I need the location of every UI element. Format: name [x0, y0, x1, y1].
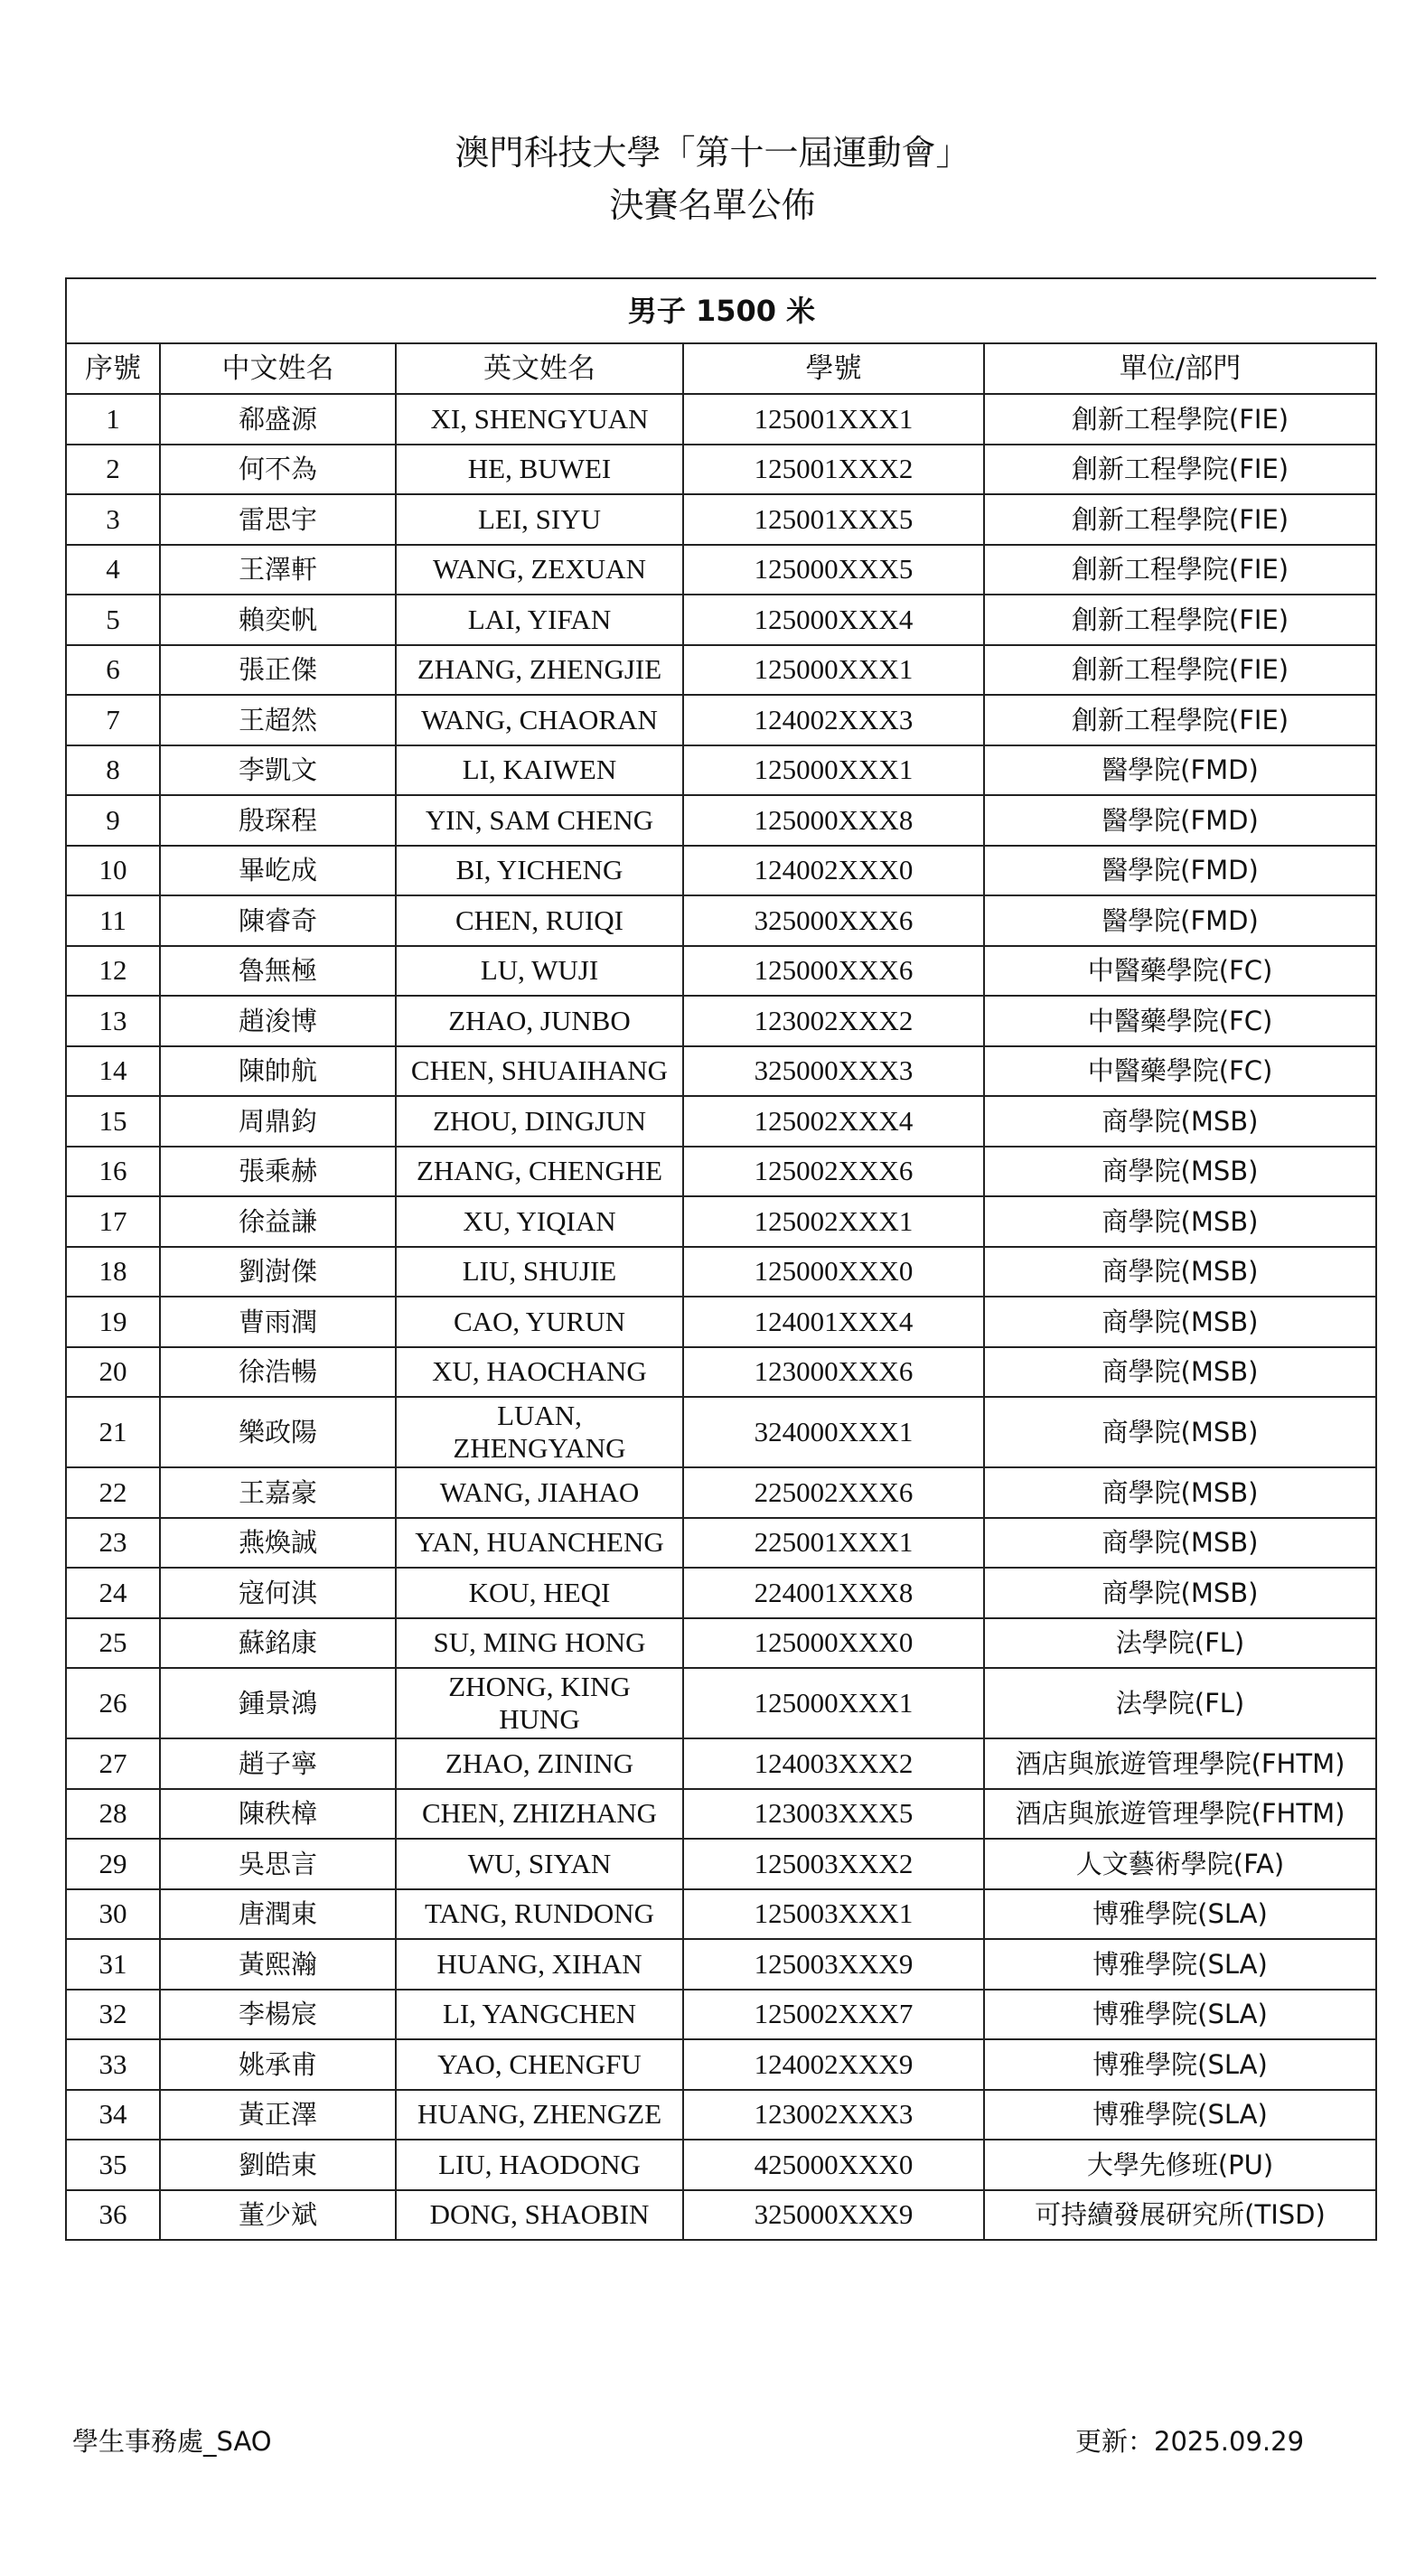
cell-unit: 中醫藥學院(FC) — [984, 946, 1376, 997]
cell-unit: 商學院(MSB) — [984, 1347, 1376, 1398]
cell-english-name: XU, YIQIAN — [396, 1196, 683, 1247]
english-name-line: HUNG — [499, 1703, 580, 1735]
cell-student-id: 125001XXX2 — [683, 445, 984, 495]
cell-student-id: 125001XXX5 — [683, 494, 984, 545]
cell-chinese-name: 張乘赫 — [160, 1147, 396, 1197]
cell-english-name: XI, SHENGYUAN — [396, 394, 683, 445]
cell-english-name: LI, YANGCHEN — [396, 1990, 683, 2040]
table-row — [66, 795, 1376, 846]
cell-student-id: 125002XXX7 — [683, 1990, 984, 2040]
cell-unit: 商學院(MSB) — [984, 1247, 1376, 1297]
cell-student-id: 124001XXX4 — [683, 1297, 984, 1347]
table-row — [66, 1738, 1376, 1789]
cell-unit: 創新工程學院(FIE) — [984, 445, 1376, 495]
cell-chinese-name: 周鼎鈞 — [160, 1096, 396, 1147]
cell-number: 16 — [66, 1147, 160, 1197]
cell-unit: 醫學院(FMD) — [984, 795, 1376, 846]
cell-student-id: 225002XXX6 — [683, 1467, 984, 1518]
cell-chinese-name: 董少斌 — [160, 2190, 396, 2241]
cell-number: 29 — [66, 1839, 160, 1889]
cell-student-id: 123002XXX2 — [683, 996, 984, 1046]
cell-english-name: HUANG, ZHENGZE — [396, 2090, 683, 2140]
cell-unit: 商學院(MSB) — [984, 1568, 1376, 1618]
cell-unit: 商學院(MSB) — [984, 1147, 1376, 1197]
cell-chinese-name: 雷思宇 — [160, 494, 396, 545]
table-row — [66, 494, 1376, 545]
cell-student-id: 125000XXX6 — [683, 946, 984, 997]
cell-chinese-name: 畢屹成 — [160, 846, 396, 896]
cell-student-id: 325000XXX9 — [683, 2190, 984, 2241]
table-row — [66, 645, 1376, 696]
cell-number: 19 — [66, 1297, 160, 1347]
cell-unit: 創新工程學院(FIE) — [984, 695, 1376, 745]
cell-english-name — [396, 1397, 683, 1467]
cell-chinese-name: 樂政陽 — [160, 1397, 396, 1467]
cell-chinese-name: 鍾景鴻 — [160, 1668, 396, 1738]
cell-chinese-name: 陳帥航 — [160, 1046, 396, 1097]
cell-chinese-name: 張正傑 — [160, 645, 396, 696]
table-row — [66, 1668, 1376, 1738]
cell-unit: 創新工程學院(FIE) — [984, 645, 1376, 696]
cell-number: 15 — [66, 1096, 160, 1147]
cell-chinese-name: 李楊宸 — [160, 1990, 396, 2040]
cell-chinese-name: 趙子寧 — [160, 1738, 396, 1789]
table-row — [66, 1046, 1376, 1097]
cell-number: 27 — [66, 1738, 160, 1789]
cell-chinese-name: 寇何淇 — [160, 1568, 396, 1618]
cell-student-id: 224001XXX8 — [683, 1568, 984, 1618]
cell-english-name: WANG, JIAHAO — [396, 1467, 683, 1518]
cell-english-name: HUANG, XIHAN — [396, 1939, 683, 1990]
cell-number: 36 — [66, 2190, 160, 2241]
cell-english-name: YAN, HUANCHENG — [396, 1518, 683, 1569]
table-row — [66, 1467, 1376, 1518]
table-row — [66, 2140, 1376, 2190]
cell-student-id: 425000XXX0 — [683, 2140, 984, 2190]
table-row — [66, 1889, 1376, 1940]
cell-english-name: LAI, YIFAN — [396, 595, 683, 645]
cell-student-id: 125002XXX4 — [683, 1096, 984, 1147]
col-header-number: 序號 — [66, 343, 160, 394]
cell-chinese-name: 燕煥誠 — [160, 1518, 396, 1569]
table-row — [66, 1297, 1376, 1347]
cell-student-id: 325000XXX3 — [683, 1046, 984, 1097]
cell-number: 13 — [66, 996, 160, 1046]
cell-number: 22 — [66, 1467, 160, 1518]
table-row — [66, 1347, 1376, 1398]
cell-number: 17 — [66, 1196, 160, 1247]
table-row — [66, 1618, 1376, 1669]
cell-student-id: 124002XXX3 — [683, 695, 984, 745]
cell-unit: 可持續發展研究所(TISD) — [984, 2190, 1376, 2241]
cell-unit: 商學院(MSB) — [984, 1297, 1376, 1347]
cell-english-name: TANG, RUNDONG — [396, 1889, 683, 1940]
cell-chinese-name: 黃正澤 — [160, 2090, 396, 2140]
cell-unit: 創新工程學院(FIE) — [984, 494, 1376, 545]
cell-unit: 博雅學院(SLA) — [984, 1939, 1376, 1990]
table-row — [66, 1196, 1376, 1247]
cell-unit: 博雅學院(SLA) — [984, 1889, 1376, 1940]
cell-number: 8 — [66, 745, 160, 796]
cell-unit: 創新工程學院(FIE) — [984, 545, 1376, 595]
cell-number: 1 — [66, 394, 160, 445]
cell-number: 12 — [66, 946, 160, 997]
table-row — [66, 946, 1376, 997]
cell-number: 28 — [66, 1789, 160, 1840]
cell-english-name: LEI, SIYU — [396, 494, 683, 545]
cell-number: 35 — [66, 2140, 160, 2190]
cell-number: 24 — [66, 1568, 160, 1618]
table-row — [66, 1990, 1376, 2040]
cell-chinese-name: 劉澍傑 — [160, 1247, 396, 1297]
cell-student-id: 325000XXX6 — [683, 895, 984, 946]
cell-unit: 中醫藥學院(FC) — [984, 996, 1376, 1046]
cell-student-id: 125001XXX1 — [683, 394, 984, 445]
cell-english-name: CAO, YURUN — [396, 1297, 683, 1347]
cell-chinese-name: 姚承甫 — [160, 2039, 396, 2090]
table-row — [66, 1147, 1376, 1197]
cell-chinese-name: 賴奕帆 — [160, 595, 396, 645]
cell-number: 18 — [66, 1247, 160, 1297]
cell-chinese-name: 陳睿奇 — [160, 895, 396, 946]
table-row — [66, 895, 1376, 946]
cell-unit: 博雅學院(SLA) — [984, 1990, 1376, 2040]
cell-chinese-name: 王澤軒 — [160, 545, 396, 595]
cell-chinese-name: 李凱文 — [160, 745, 396, 796]
cell-chinese-name: 趙浚博 — [160, 996, 396, 1046]
cell-number: 26 — [66, 1668, 160, 1738]
col-header-english-name: 英文姓名 — [396, 343, 683, 394]
cell-number: 25 — [66, 1618, 160, 1669]
cell-number: 10 — [66, 846, 160, 896]
cell-student-id: 125003XXX9 — [683, 1939, 984, 1990]
cell-unit: 醫學院(FMD) — [984, 895, 1376, 946]
cell-number: 6 — [66, 645, 160, 696]
table-row — [66, 1789, 1376, 1840]
cell-chinese-name: 王超然 — [160, 695, 396, 745]
event-title: 男子 1500 米 — [66, 278, 1376, 343]
cell-unit: 法學院(FL) — [984, 1618, 1376, 1669]
table-row — [66, 996, 1376, 1046]
cell-unit: 酒店與旅遊管理學院(FHTM) — [984, 1789, 1376, 1840]
cell-number: 30 — [66, 1889, 160, 1940]
cell-chinese-name: 殷琛程 — [160, 795, 396, 846]
cell-student-id: 124002XXX9 — [683, 2039, 984, 2090]
table-row — [66, 1568, 1376, 1618]
table-row — [66, 394, 1376, 445]
cell-number: 7 — [66, 695, 160, 745]
cell-unit: 醫學院(FMD) — [984, 745, 1376, 796]
table-header-row — [66, 343, 1376, 394]
table-row — [66, 2090, 1376, 2140]
cell-chinese-name: 王嘉豪 — [160, 1467, 396, 1518]
cell-number: 33 — [66, 2039, 160, 2090]
cell-english-name: ZHANG, ZHENGJIE — [396, 645, 683, 696]
cell-unit: 商學院(MSB) — [984, 1196, 1376, 1247]
table-row — [66, 1518, 1376, 1569]
cell-student-id: 124002XXX0 — [683, 846, 984, 896]
cell-chinese-name: 陳秩樟 — [160, 1789, 396, 1840]
cell-chinese-name: 黃熙瀚 — [160, 1939, 396, 1990]
cell-number: 5 — [66, 595, 160, 645]
cell-chinese-name: 吳思言 — [160, 1839, 396, 1889]
cell-unit: 商學院(MSB) — [984, 1467, 1376, 1518]
cell-number: 23 — [66, 1518, 160, 1569]
cell-unit: 博雅學院(SLA) — [984, 2039, 1376, 2090]
cell-english-name: XU, HAOCHANG — [396, 1347, 683, 1398]
cell-student-id: 125002XXX6 — [683, 1147, 984, 1197]
cell-number: 34 — [66, 2090, 160, 2140]
cell-chinese-name: 蘇銘康 — [160, 1618, 396, 1669]
cell-english-name: CHEN, ZHIZHANG — [396, 1789, 683, 1840]
col-header-chinese-name: 中文姓名 — [160, 343, 396, 394]
cell-english-name: WU, SIYAN — [396, 1839, 683, 1889]
title-line-1: 澳門科技大學「第十一屆運動會」 — [455, 133, 970, 173]
cell-number: 20 — [66, 1347, 160, 1398]
table-row — [66, 445, 1376, 495]
cell-student-id: 125000XXX0 — [683, 1247, 984, 1297]
finalists-table — [65, 277, 1377, 2241]
cell-chinese-name: 何不為 — [160, 445, 396, 495]
cell-student-id: 324000XXX1 — [683, 1397, 984, 1467]
cell-unit: 酒店與旅遊管理學院(FHTM) — [984, 1738, 1376, 1789]
cell-unit: 中醫藥學院(FC) — [984, 1046, 1376, 1097]
english-name-line: ZHENGYANG — [453, 1432, 626, 1464]
cell-unit: 醫學院(FMD) — [984, 846, 1376, 896]
cell-english-name: WANG, ZEXUAN — [396, 545, 683, 595]
cell-number: 31 — [66, 1939, 160, 1990]
cell-english-name: LIU, HAODONG — [396, 2140, 683, 2190]
cell-chinese-name: 徐益謙 — [160, 1196, 396, 1247]
cell-student-id: 124003XXX2 — [683, 1738, 984, 1789]
cell-number: 32 — [66, 1990, 160, 2040]
cell-student-id: 125003XXX1 — [683, 1889, 984, 1940]
table-row — [66, 1839, 1376, 1889]
cell-english-name: LIU, SHUJIE — [396, 1247, 683, 1297]
cell-student-id: 125003XXX2 — [683, 1839, 984, 1889]
cell-english-name: ZHOU, DINGJUN — [396, 1096, 683, 1147]
cell-student-id: 123002XXX3 — [683, 2090, 984, 2140]
cell-english-name: YAO, CHENGFU — [396, 2039, 683, 2090]
cell-unit: 商學院(MSB) — [984, 1518, 1376, 1569]
cell-student-id: 125000XXX8 — [683, 795, 984, 846]
english-name-line: LUAN, — [497, 1400, 582, 1431]
col-header-student-id: 學號 — [683, 343, 984, 394]
table-row — [66, 2190, 1376, 2241]
cell-english-name: ZHANG, CHENGHE — [396, 1147, 683, 1197]
cell-chinese-name: 唐潤東 — [160, 1889, 396, 1940]
cell-english-name: ZHAO, ZINING — [396, 1738, 683, 1789]
cell-chinese-name: 曹雨潤 — [160, 1297, 396, 1347]
cell-english-name: CHEN, SHUAIHANG — [396, 1046, 683, 1097]
cell-unit: 商學院(MSB) — [984, 1397, 1376, 1467]
cell-student-id: 225001XXX1 — [683, 1518, 984, 1569]
cell-unit: 博雅學院(SLA) — [984, 2090, 1376, 2140]
cell-chinese-name: 魯無極 — [160, 946, 396, 997]
table-row — [66, 846, 1376, 896]
cell-english-name: YIN, SAM CHENG — [396, 795, 683, 846]
table-row — [66, 595, 1376, 645]
table-row — [66, 1247, 1376, 1297]
footer-office: 學生事務處_SAO — [72, 2426, 272, 2457]
table-row — [66, 1939, 1376, 1990]
cell-chinese-name: 徐浩暢 — [160, 1347, 396, 1398]
cell-number: 2 — [66, 445, 160, 495]
cell-english-name: BI, YICHENG — [396, 846, 683, 896]
cell-student-id: 125000XXX0 — [683, 1618, 984, 1669]
cell-number: 14 — [66, 1046, 160, 1097]
cell-english-name — [396, 1668, 683, 1738]
table-row — [66, 1397, 1376, 1467]
cell-student-id: 123000XXX6 — [683, 1347, 984, 1398]
col-header-unit: 單位/部門 — [984, 343, 1376, 394]
footer-updated: 更新：2025.09.29 — [1075, 2426, 1305, 2457]
cell-english-name: CHEN, RUIQI — [396, 895, 683, 946]
title-line-2: 決賽名單公佈 — [609, 185, 816, 225]
cell-english-name: KOU, HEQI — [396, 1568, 683, 1618]
cell-english-name: DONG, SHAOBIN — [396, 2190, 683, 2241]
cell-unit: 商學院(MSB) — [984, 1096, 1376, 1147]
cell-chinese-name: 劉皓東 — [160, 2140, 396, 2190]
cell-unit: 大學先修班(PU) — [984, 2140, 1376, 2190]
cell-english-name: LU, WUJI — [396, 946, 683, 997]
cell-student-id: 123003XXX5 — [683, 1789, 984, 1840]
cell-student-id: 125002XXX1 — [683, 1196, 984, 1247]
table-row — [66, 695, 1376, 745]
cell-student-id: 125000XXX1 — [683, 745, 984, 796]
cell-number: 21 — [66, 1397, 160, 1467]
table-row — [66, 545, 1376, 595]
cell-student-id: 125000XXX5 — [683, 545, 984, 595]
cell-english-name: LI, KAIWEN — [396, 745, 683, 796]
english-name-line: ZHONG, KING — [448, 1671, 631, 1702]
cell-unit: 創新工程學院(FIE) — [984, 595, 1376, 645]
cell-number: 11 — [66, 895, 160, 946]
cell-english-name: WANG, CHAORAN — [396, 695, 683, 745]
document-title — [0, 126, 1425, 231]
table-row — [66, 2039, 1376, 2090]
cell-unit: 法學院(FL) — [984, 1668, 1376, 1738]
cell-unit: 創新工程學院(FIE) — [984, 394, 1376, 445]
cell-number: 3 — [66, 494, 160, 545]
cell-number: 4 — [66, 545, 160, 595]
cell-english-name: ZHAO, JUNBO — [396, 996, 683, 1046]
cell-student-id: 125000XXX1 — [683, 645, 984, 696]
cell-student-id: 125000XXX4 — [683, 595, 984, 645]
cell-number: 9 — [66, 795, 160, 846]
cell-chinese-name: 郗盛源 — [160, 394, 396, 445]
table-row — [66, 745, 1376, 796]
cell-english-name: SU, MING HONG — [396, 1618, 683, 1669]
cell-unit: 人文藝術學院(FA) — [984, 1839, 1376, 1889]
cell-student-id: 125000XXX1 — [683, 1668, 984, 1738]
table-row — [66, 1096, 1376, 1147]
cell-english-name: HE, BUWEI — [396, 445, 683, 495]
